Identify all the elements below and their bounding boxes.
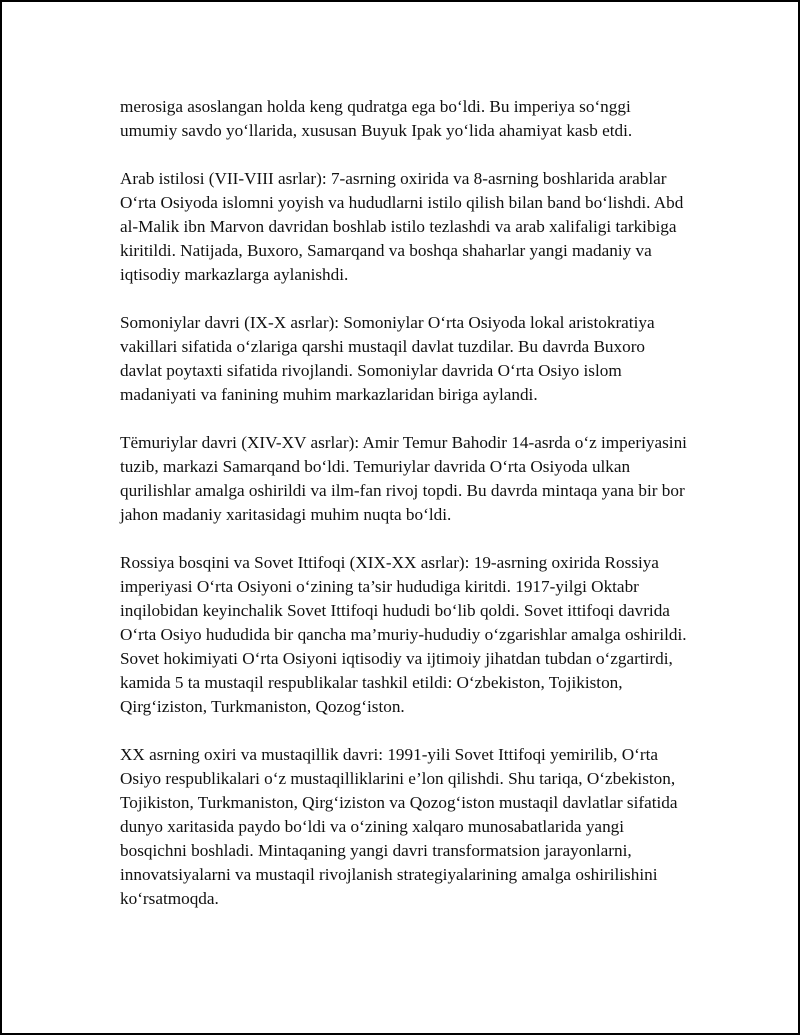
document-body — [120, 95, 690, 911]
paragraph-timurid-period: Tëmuriylar davri (XIV-XV asrlar): Amir Temur Bahodir 14-asrda o‘z imperiyasini tuzib, markazi Samarqand bo‘ldi. Temuriylar davrida O‘rta Osiyoda ulkan qurilishlar amalga oshirildi va ilm-fan rivoj topdi. Bu davrda mintaqa yana bir bor jahon madaniy xaritasidagi muhim nuqta bo‘ldi. — [120, 433, 687, 524]
paragraph-russian-soviet-period: Rossiya bosqini va Sovet Ittifoqi (XIX-XX asrlar): 19-asrning oxirida Rossiya imperiyasi O‘rta Osiyoni o‘zining ta’sir hududiga kiritdi. 1917-yilgi Oktabr inqilobidan keyinchalik Sovet Ittifoqi hududi bo‘lib qoldi. Sovet ittifoqi davrida O‘rta Osiyo hududida bir qancha ma’muriy-hududiy o‘zgarishlar amalga oshirildi. Sovet hokimiyati O‘rta Osiyoni iqtisodiy va ijtimoiy jihatdan tubdan o‘zgartirdi, kamida 5 ta mustaqil respublikalar tashkil etildi: O‘zbekiston, Tojikiston, Qirg‘iziston, Turkmaniston, Qozog‘iston. — [120, 553, 687, 716]
paragraph-independence-period: XX asrning oxiri va mustaqillik davri: 1991-yili Sovet Ittifoqi yemirilib, O‘rta Osiyo respublikalari o‘z mustaqilliklarini e’lon qilishdi. Shu tariqa, O‘zbekiston, Tojikiston, Turkmaniston, Qirg‘iziston va Qozog‘iston mustaqil davlatlar sifatida dunyo xaritasida paydo bo‘ldi va o‘zining xalqaro munosabatlarida yangi bosqichni boshladi. Mintaqaning yangi davri transformatsion jarayonlarni, innovatsiyalarni va mustaqil rivojlanish strategiyalarining amalga oshirilishini ko‘rsatmoqda. — [120, 745, 678, 908]
paragraph-samanid-period: Somoniylar davri (IX-X asrlar): Somoniylar O‘rta Osiyoda lokal aristokratiya vakillari sifatida o‘zlariga qarshi mustaqil davlat tuzdilar. Bu davrda Buxoro davlat poytaxti sifatida rivojlandi. Somoniylar davrida O‘rta Osiyo islom madaniyati va fanining muhim markazlaridan biriga aylandi. — [120, 313, 655, 404]
paragraph-intro-continuation: merosiga asoslangan holda keng qudratga ega bo‘ldi. Bu imperiya so‘nggi umumiy savdo yo‘llarida, xususan Buyuk Ipak yo‘lida ahamiyat kasb etdi. — [120, 97, 633, 140]
paragraph-arab-conquest: Arab istilosi (VII-VIII asrlar): 7-asrning oxirida va 8-asrning boshlarida arablar O‘rta Osiyoda islomni yoyish va hududlarni istilo qilish bilan band bo‘lishdi. Abd al-Malik ibn Marvon davridan boshlab istilo tezlashdi va arab xalifaligi tarkibiga kiritildi. Natijada, Buxoro, Samarqand va boshqa shaharlar yangi madaniy va iqtisodiy markazlarga aylanishdi. — [120, 169, 684, 284]
